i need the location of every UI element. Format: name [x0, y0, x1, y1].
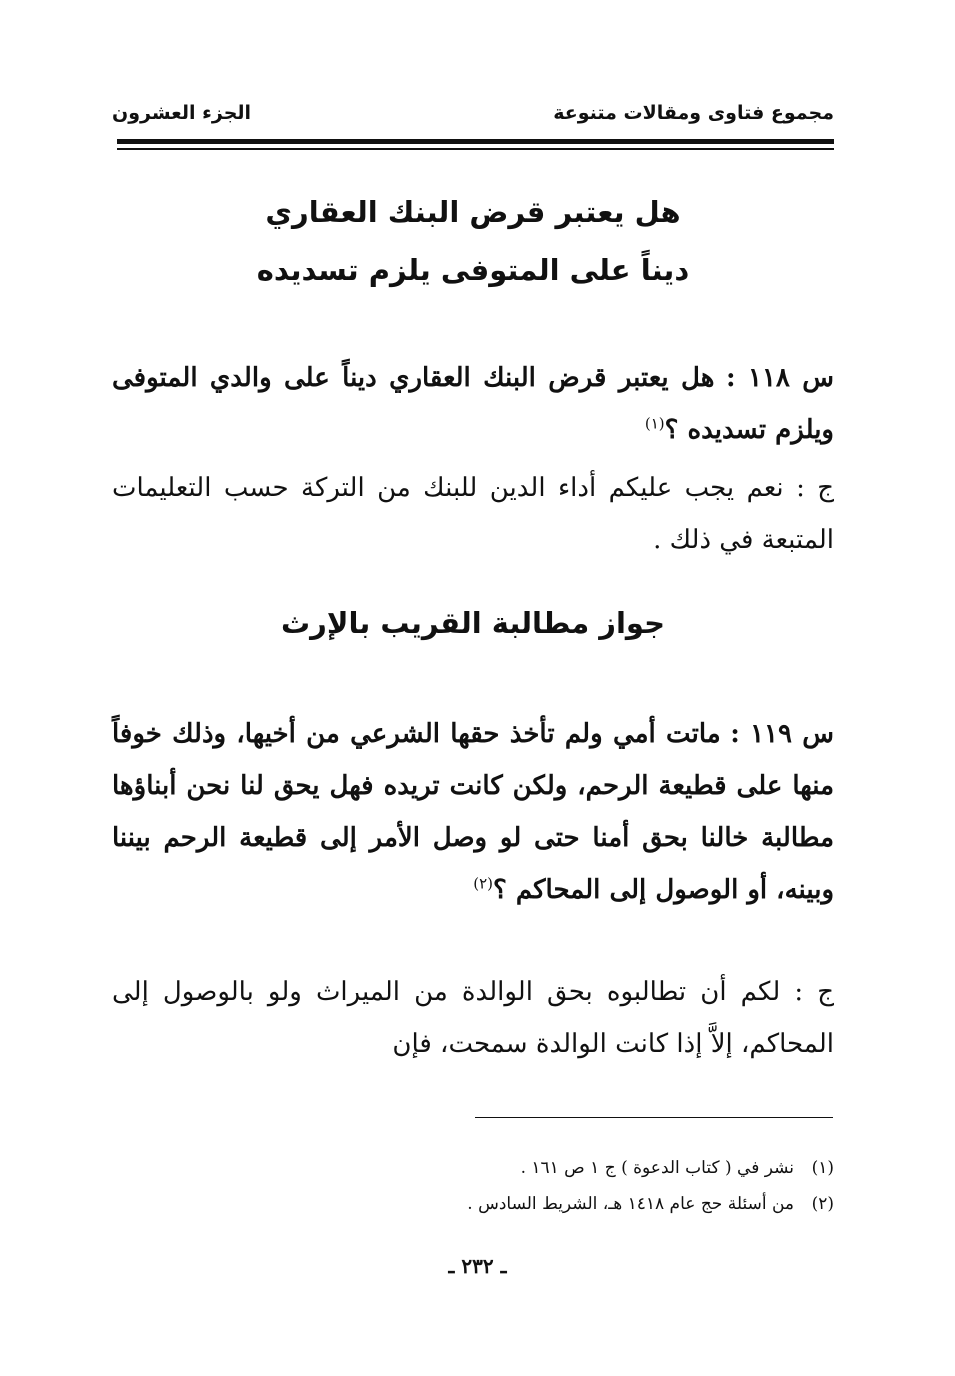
section1-title: [112, 183, 834, 299]
question-text: هل يعتبر قرض البنك العقاري ديناً على والدي المتوفى ويلزم تسديده ؟: [112, 363, 834, 445]
footnote-ref: (١): [644, 414, 665, 433]
footnote-number: (٢): [811, 1194, 834, 1214]
section1-question: [112, 352, 834, 456]
page-number: ـ ٢٣٢ ـ: [448, 1254, 507, 1278]
volume-label: الجزء العشرون: [112, 102, 252, 124]
header-rule-thick: [117, 139, 834, 144]
section1-answer: [112, 462, 834, 566]
footnote-item: [112, 1150, 834, 1186]
section1-title-line1: هل يعتبر قرض البنك العقاري: [265, 195, 681, 229]
footnote-item: [112, 1186, 834, 1222]
section2-title: جواز مطالبة القريب بالإرث: [281, 606, 665, 640]
footnotes: [112, 1150, 834, 1222]
answer-label: ج :: [794, 977, 835, 1007]
footnote-number: (١): [811, 1158, 834, 1178]
running-header: [112, 96, 834, 130]
footnote-text: نشر في ( كتاب الدعوة ) ج ١ ص ١٦١ .: [520, 1158, 794, 1178]
section2-question: [112, 708, 834, 916]
section1-title-line2: ديناً على المتوفى يلزم تسديده: [256, 253, 690, 287]
book-title: مجموع فتاوى ومقالات متنوعة: [553, 102, 834, 124]
answer-text: نعم يجب عليكم أداء الدين للبنك من التركة حسب التعليمات المتبعة في ذلك .: [112, 473, 834, 555]
answer-text: لكم أن تطالبوه بحق الوالدة من الميراث ولو بالوصول إلى المحاكم، إلاَّ إذا كانت الوالدة سمحت، فإن: [112, 977, 834, 1059]
answer-label: ج :: [796, 473, 835, 503]
footnote-ref: (٢): [473, 874, 493, 893]
header-rule-thin: [117, 148, 834, 150]
footnote-separator: [475, 1117, 833, 1118]
section2-answer: [112, 966, 834, 1070]
question-label: س ١١٩ :: [730, 719, 835, 749]
question-text: ماتت أمي ولم تأخذ حقها الشرعي من أخيها، وذلك خوفاً منها على قطيعة الرحم، ولكن كانت تريده فهل يحق لنا نحن أبناؤها مطالبة خالنا بحق أمنا حتى لو وصل الأمر إلى قطيعة الرحم بيننا وبينه، أو الوصول إلى المحاكم ؟: [112, 719, 834, 905]
footnote-text: من أسئلة حج عام ١٤١٨ هـ، الشريط السادس .: [467, 1194, 794, 1214]
question-label: س ١١٨ :: [726, 363, 834, 393]
